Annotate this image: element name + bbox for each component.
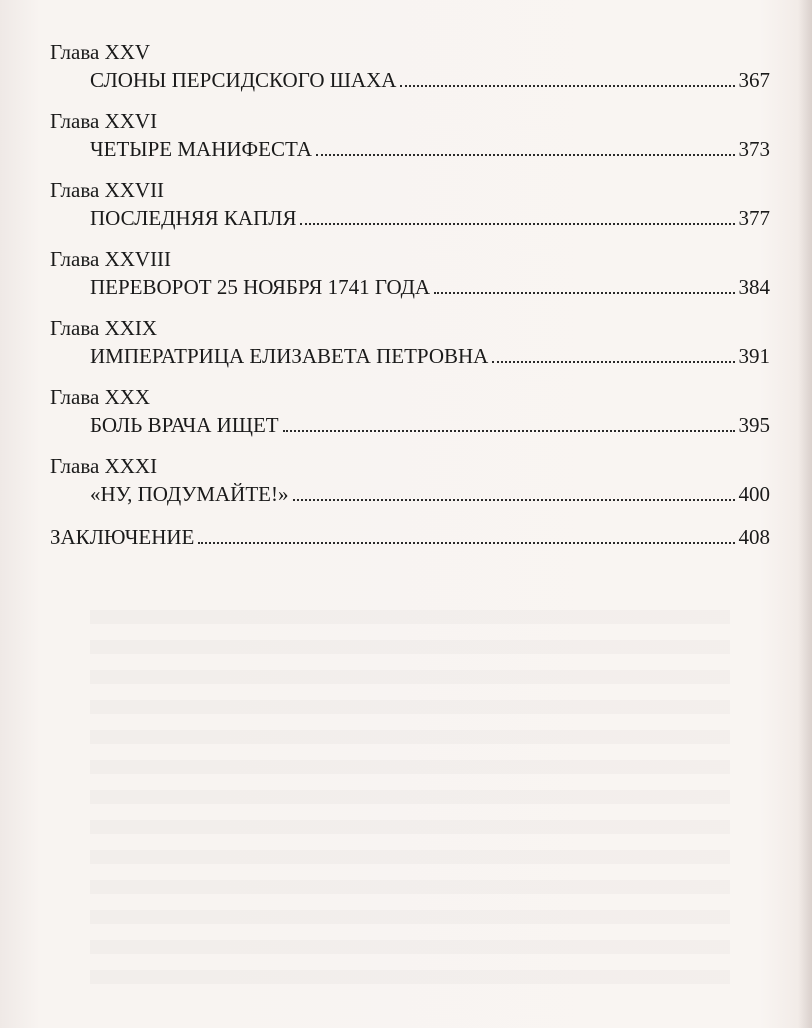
chapter-title: ЧЕТЫРЕ МАНИФЕСТА (90, 137, 312, 161)
chapter-title: ИМПЕРАТРИЦА ЕЛИЗАВЕТА ПЕТРОВНА (90, 344, 489, 368)
toc-line (90, 66, 770, 94)
dot-leader (283, 429, 735, 432)
chapter-label: Глава XXVII (50, 178, 165, 202)
dot-leader (434, 291, 734, 294)
chapter-label: Глава XXVI (50, 109, 158, 133)
page-number: 384 (738, 275, 770, 299)
chapter-title: «НУ, ПОДУМАЙТЕ!» (90, 482, 289, 506)
toc-line (90, 342, 770, 370)
toc-entry (50, 40, 770, 109)
toc-line (90, 411, 770, 439)
toc-entry-conclusion (50, 523, 770, 563)
toc-entry (50, 109, 770, 178)
dot-leader (300, 222, 734, 225)
table-of-contents (50, 40, 770, 563)
dot-leader (492, 360, 734, 363)
toc-line (50, 523, 770, 551)
toc-entry (50, 247, 770, 316)
dot-leader (198, 541, 734, 544)
chapter-title: БОЛЬ ВРАЧА ИЩЕТ (90, 413, 279, 437)
page-number: 373 (738, 137, 770, 161)
chapter-label: Глава XXVIII (50, 247, 172, 271)
reverse-side-show-through (90, 610, 730, 990)
page-spine-shadow (798, 0, 812, 1028)
toc-entry (50, 385, 770, 454)
toc-line (90, 480, 770, 508)
dot-leader (400, 84, 734, 87)
page-number: 377 (738, 206, 770, 230)
chapter-label: Глава XXXI (50, 454, 158, 478)
page-number: 408 (738, 525, 770, 549)
dot-leader (316, 153, 735, 156)
page-number: 395 (738, 413, 770, 437)
toc-line (90, 204, 770, 232)
chapter-title: СЛОНЫ ПЕРСИДСКОГО ШАХА (90, 68, 397, 92)
chapter-label: Глава XXIX (50, 316, 158, 340)
conclusion-title: ЗАКЛЮЧЕНИЕ (50, 525, 195, 549)
dot-leader (293, 498, 735, 501)
chapter-label: Глава XXX (50, 385, 151, 409)
page-number: 391 (738, 344, 770, 368)
toc-entry (50, 454, 770, 523)
chapter-title: ПЕРЕВОРОТ 25 НОЯБРЯ 1741 ГОДА (90, 275, 431, 299)
page-number: 400 (738, 482, 770, 506)
toc-entry (50, 316, 770, 385)
chapter-title: ПОСЛЕДНЯЯ КАПЛЯ (90, 206, 297, 230)
page-number: 367 (738, 68, 770, 92)
chapter-label: Глава XXV (50, 40, 151, 64)
toc-entry (50, 178, 770, 247)
toc-line (90, 273, 770, 301)
toc-line (90, 135, 770, 163)
